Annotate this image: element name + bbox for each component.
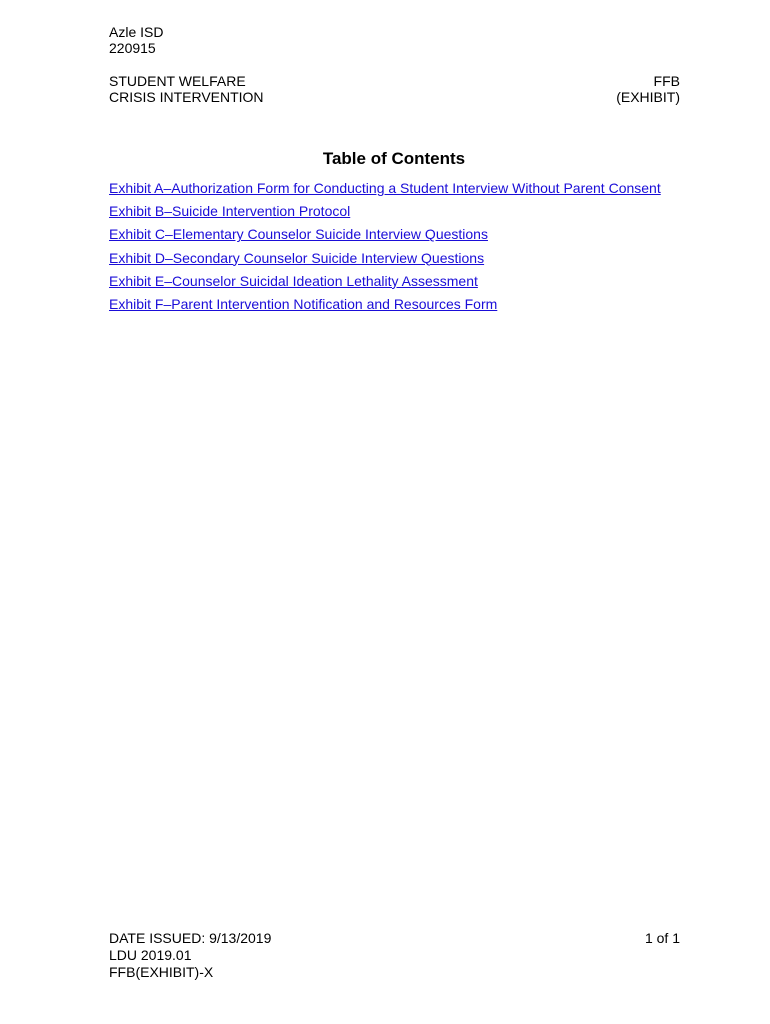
toc-item bbox=[109, 226, 661, 249]
district-name: Azle ISD bbox=[109, 24, 164, 40]
toc-item bbox=[109, 203, 661, 226]
toc-link-exhibit-b[interactable]: Exhibit B–Suicide Intervention Protocol bbox=[109, 203, 351, 220]
policy-type: (EXHIBIT) bbox=[616, 89, 680, 105]
ldu-version: LDU 2019.01 bbox=[109, 947, 192, 963]
page-number: 1 of 1 bbox=[644, 930, 680, 946]
toc-title: Table of Contents bbox=[322, 149, 466, 168]
policy-code: FFB bbox=[653, 73, 680, 89]
subsection-title: CRISIS INTERVENTION bbox=[109, 89, 264, 105]
toc-item bbox=[109, 180, 661, 203]
toc-item bbox=[109, 273, 661, 296]
date-issued: DATE ISSUED: 9/13/2019 bbox=[109, 930, 272, 946]
toc-item bbox=[109, 296, 661, 319]
toc-link-exhibit-c[interactable]: Exhibit C–Elementary Counselor Suicide Interview Questions bbox=[109, 226, 488, 243]
toc-link-exhibit-d[interactable]: Exhibit D–Secondary Counselor Suicide Interview Questions bbox=[109, 249, 485, 266]
toc-link-exhibit-a[interactable]: Exhibit A–Authorization Form for Conducting a Student Interview Without Parent Consent bbox=[109, 180, 661, 196]
section-title: STUDENT WELFARE bbox=[109, 73, 246, 89]
district-code: 220915 bbox=[109, 40, 156, 56]
document-code: FFB(EXHIBIT)-X bbox=[109, 964, 214, 980]
toc-link-exhibit-f[interactable]: Exhibit F–Parent Intervention Notification and Resources Form bbox=[109, 295, 498, 312]
toc-link-exhibit-e[interactable]: Exhibit E–Counselor Suicidal Ideation Lethality Assessment bbox=[109, 272, 478, 289]
toc-list bbox=[109, 180, 661, 319]
toc-item bbox=[109, 250, 661, 273]
